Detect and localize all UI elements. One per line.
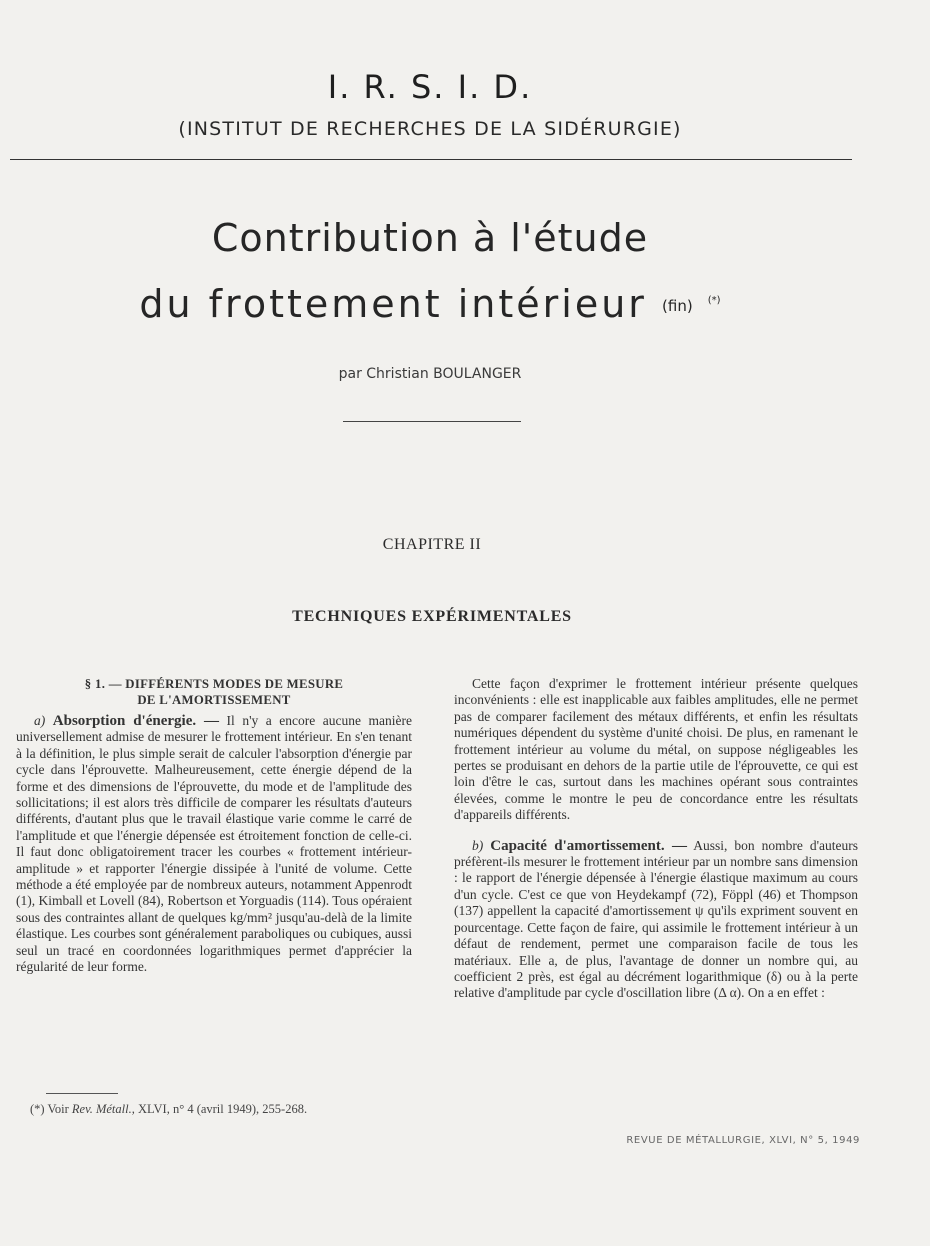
header-rule: [10, 159, 852, 160]
section-heading-line-2: DE L'AMORTISSEMENT: [137, 693, 291, 707]
paragraph-b-text: Aussi, bon nombre d'auteurs préfèrent-ils mesurer le frottement intérieur par un nombre sans dimension : le rapport de l'énergie dépensée à l'énergie élastique maximum au cours d'un cycle. C'est ce que von Heydekampf (72), Föppl (46) et Thompson (137) appellent la capacité d'amortissement ψ qu'ils expriment souvent en pourcentage. Cette façon de faire, qui assimile le frottement intérieur à un défaut de rendement, permet une comparaison facile de tous les matériaux. Elle a, de plus, l'avantage de donner un nombre qui, au coefficient 2 près, est égal au décrément logarithmique (δ) ou à la perte relative d'amplitude par cycle d'oscillation libre (Δ α). On a en effet :: [454, 837, 858, 1001]
footnote-journal: Rev. Métall.,: [71, 1102, 135, 1116]
title-separator-rule: [343, 421, 521, 422]
institute-full-name: (INSTITUT DE RECHERCHES DE LA SIDÉRURGIE): [178, 118, 682, 140]
paragraph-a-text: Il n'y a encore aucune manière universellement admise de mesurer le frottement intérieur. En s'en tenant à la définition, le plus simple serait de calculer l'absorption d'énergie par cycle dans l'éprouvette. Malheureusement, cette énergie dépend de la forme et des dimensions de l'éprouvette, du mode et de l'amplitude des sollicitations; il est alors très difficile de comparer les résultats d'auteurs différents, d'autant plus que le travail élastique varie comme le carré de l'amplitude et que l'énergie dépensée est étroitement fonction de celle-ci. Il faut donc obligatoirement tracer les courbes « frottement intérieur-amplitude » et rapporter l'énergie dissipée à l'unité de volume. Cette méthode a été employée par de nombreux auteurs, notamment Appenrodt (1), Kimball et Lovell (84), Robertson et Yorguadis (114). Tous opéraient sous des contraintes allant de quelques kg/mm² jusqu'au-delà de la limite élastique. Les courbes sont généralement paraboliques ou cubiques, aussi seul un tracé en coordonnées logarithmiques permet d'apprécier la régularité de leur forme.: [16, 713, 413, 975]
footnote-prefix: Voir: [47, 1102, 69, 1116]
paragraph-a: [16, 713, 412, 976]
section-heading: [16, 676, 412, 708]
footnote-marker: (*): [30, 1102, 45, 1116]
paragraph-b-heading: Capacité d'amortissement. —: [490, 837, 687, 854]
footnote: [30, 1102, 430, 1117]
author-line: par Christian BOULANGER: [338, 366, 522, 382]
footnote-reference: XLVI, n° 4 (avril 1949), 255-268.: [137, 1102, 308, 1116]
title-main: du frottement intérieur: [139, 282, 647, 326]
chapter-title: TECHNIQUES EXPÉRIMENTALES: [292, 608, 572, 625]
title-line-2: [0, 282, 860, 326]
paragraph-a-marker: a): [34, 713, 46, 728]
title-suffix: (fin): [662, 297, 693, 315]
right-column: [454, 676, 858, 1002]
running-footer: REVUE DE MÉTALLURGIE, XLVI, N° 5, 1949: [626, 1135, 860, 1146]
title-footnote-marker: (*): [707, 295, 721, 306]
paragraph-a-heading: Absorption d'énergie. —: [52, 713, 220, 729]
paragraph-b-marker: b): [472, 837, 484, 853]
chapter-label: CHAPITRE II: [382, 536, 482, 553]
title-line-1: Contribution à l'étude: [211, 216, 649, 260]
footnote-rule: [46, 1093, 118, 1094]
left-column: [16, 676, 412, 976]
institute-acronym: I. R. S. I. D.: [327, 68, 533, 106]
paragraph-b: [454, 838, 858, 1002]
paragraph-right-1: Cette façon d'exprimer le frottement intérieur présente quelques inconvénients : elle est inapplicable aux faibles amplitudes, elle ne permet pas de comparer facilement des métaux différents, et enfin les résultats numériques dépendent du système d'unité choisi. De plus, en ramenant le frottement intérieur au volume du métal, on suppose négligeables les pertes se produisant en dehors de la partie utile de l'éprouvette, ce qui est loin d'être le cas, surtout dans les machines opérant sous contraintes élevées, comme le montre le peu de concordance entre les résultats d'appareils différents.: [454, 676, 858, 823]
section-heading-line-1: § 1. — DIFFÉRENTS MODES DE MESURE: [84, 677, 344, 691]
